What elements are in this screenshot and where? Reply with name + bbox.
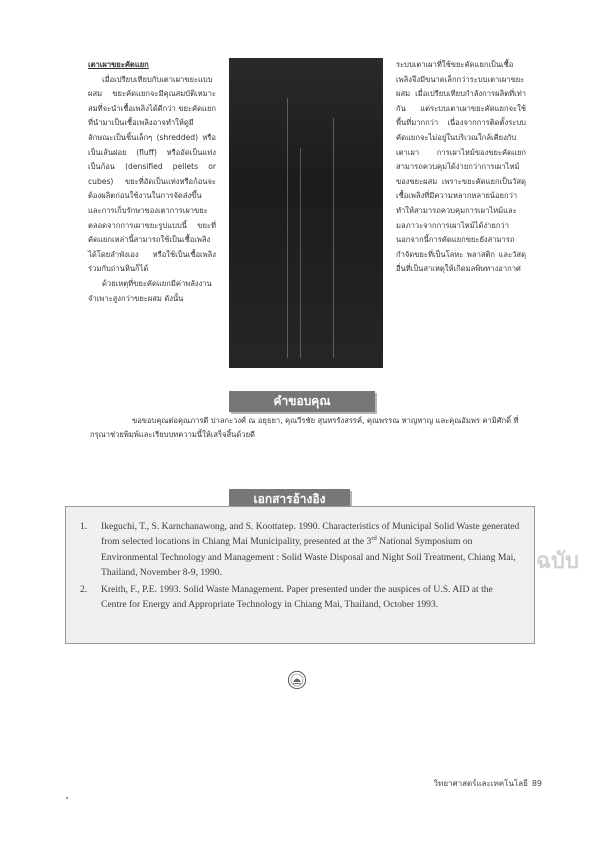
section-heading: เตาเผาขยะคัดแยก — [88, 60, 149, 69]
body-paragraph: ด้วยเหตุที่ขยะคัดแยกมีค่าพลังงานจำเพาะสูงกว่าขยะผสม ดังนั้น — [88, 278, 212, 303]
acknowledgement-heading: คำขอบคุณ — [229, 391, 375, 412]
reference-list — [80, 519, 520, 613]
references-heading: เอกสารอ้างอิง — [229, 489, 350, 510]
reference-item — [80, 519, 520, 581]
reference-number: 2. — [80, 583, 88, 595]
speck — [66, 797, 68, 799]
page-number: 89 — [531, 779, 542, 788]
reference-number: 1. — [80, 521, 88, 532]
right-text-column — [396, 58, 526, 277]
reference-item — [80, 582, 520, 613]
body-paragraph: ระบบเตาเผาที่ใช้ขยะคัดแยกเป็นเชื้อเพลิงจึงมีขนาดเล็กกว่าระบบเตาเผาขยะผสม เมื่อเปรียบเทียบกำลังการผลิตที่เท่ากัน แต่ระบบเตาเผาขยะคัดแยกจะใช้พื้นที่มากกว่า เนื่องจากการติดตั้งระบบคัดแยกจะไม่อยู่ในบริเวณใกล้เคียงกับเตาเผา การเผาไหม้ของขยะคัดแยกสามารถควบคุมได้ง่ายกว่าการเผาไหม้ของขยะผสม เพราะขยะคัดแยกเป็นวัสดุเชื้อเพลิงที่มีความหลากหลายน้อยกว่า ทำให้สามารถควบคุมการเผาไหม้และมลภาวะจากการเผาไหม้ได้ง่ายกว่า นอกจากนี้การคัดแยกขยะยังสามารถกำจัดขยะที่เป็นโลหะ พลาสติก และวัสดุอื่นที่เป็นสาเหตุให้เกิดมลพิษทางอากาศ — [396, 60, 526, 274]
page-footer — [390, 777, 542, 790]
reference-text-continued: National Symposium on Environmental Technology and Management : Solid Waste Disposal and Night Soil Treatment, Chiang Mai, Thailand, November 8-9, 1990. — [101, 536, 516, 579]
acknowledgement-paragraph: ขอขอบคุณต่อคุณภารดี ปาลกะวงศ์ ณ อยุธยา, คุณวีรชัย สุนทรรังสรรค์, คุณพรรณ หาญหาญ และคุณอัมพร คามิศักดิ์ ที่กรุณาช่วยพิมพ์และเรียบบทความนี้ให้เสร็จสิ้นด้วยดี — [90, 416, 519, 439]
acknowledgement-text — [90, 414, 530, 442]
body-paragraph: เมื่อเปรียบเทียบกับเตาเผาขยะแบบผสม ขยะคัดแยกจะมีคุณสมบัติเหมาะสมที่จะนำเชื้อเพลิงได้ดีกว่า ขยะคัดแยกที่นำมาเป็นเชื้อเพลิงอาจทำให้ดูมีลักษณะเป็นชิ้นเล็กๆ (shredded) หรือเป็นเส้นฝอย (fluff) หรืออัดเป็นแท่ง เป็นก้อน (densified pellets or cubes) ขยะที่อัดเป็นแท่งหรือก้อนจะต้องผลิตก่อนใช้งานในการจัดส่งขึ้น และการเก็บรักษาของเตาการเผาขยะตลอดจากการเผาขยะรูปแบบนี้ ขยะที่คัดแยกเหล่านี้สามารถใช้เป็นเชื้อเพลิงได้โดยลำพังเอง หรือใช้เป็นเชื้อเพลิงร่วมกับถ่านหินก็ได้ — [88, 74, 216, 274]
journal-name: วิทยาศาสตร์และเทคโนโลยี — [433, 779, 528, 788]
incinerator-photo — [229, 58, 383, 368]
reference-text: Ikeguchi, T., S. Karnchanawong, and S. Koottatep. 1990. Characteristics of Municipal Solid Waste generated from selected locations in Chiang Mai Municipality, presented at the 3 — [101, 521, 520, 548]
emblem-icon — [287, 670, 307, 690]
references-box — [65, 506, 535, 644]
reference-text: Kreith, F., P.E. 1993. Solid Waste Management. Paper presented under the auspices of U.S. AID at the Centre for Energy and Appropriate Technology in Chiang Mai, Thailand, October 1993. — [101, 583, 493, 611]
side-watermark: ฉบับ — [536, 549, 579, 574]
reference-superscript: rd — [371, 535, 377, 543]
left-text-column — [88, 58, 216, 306]
